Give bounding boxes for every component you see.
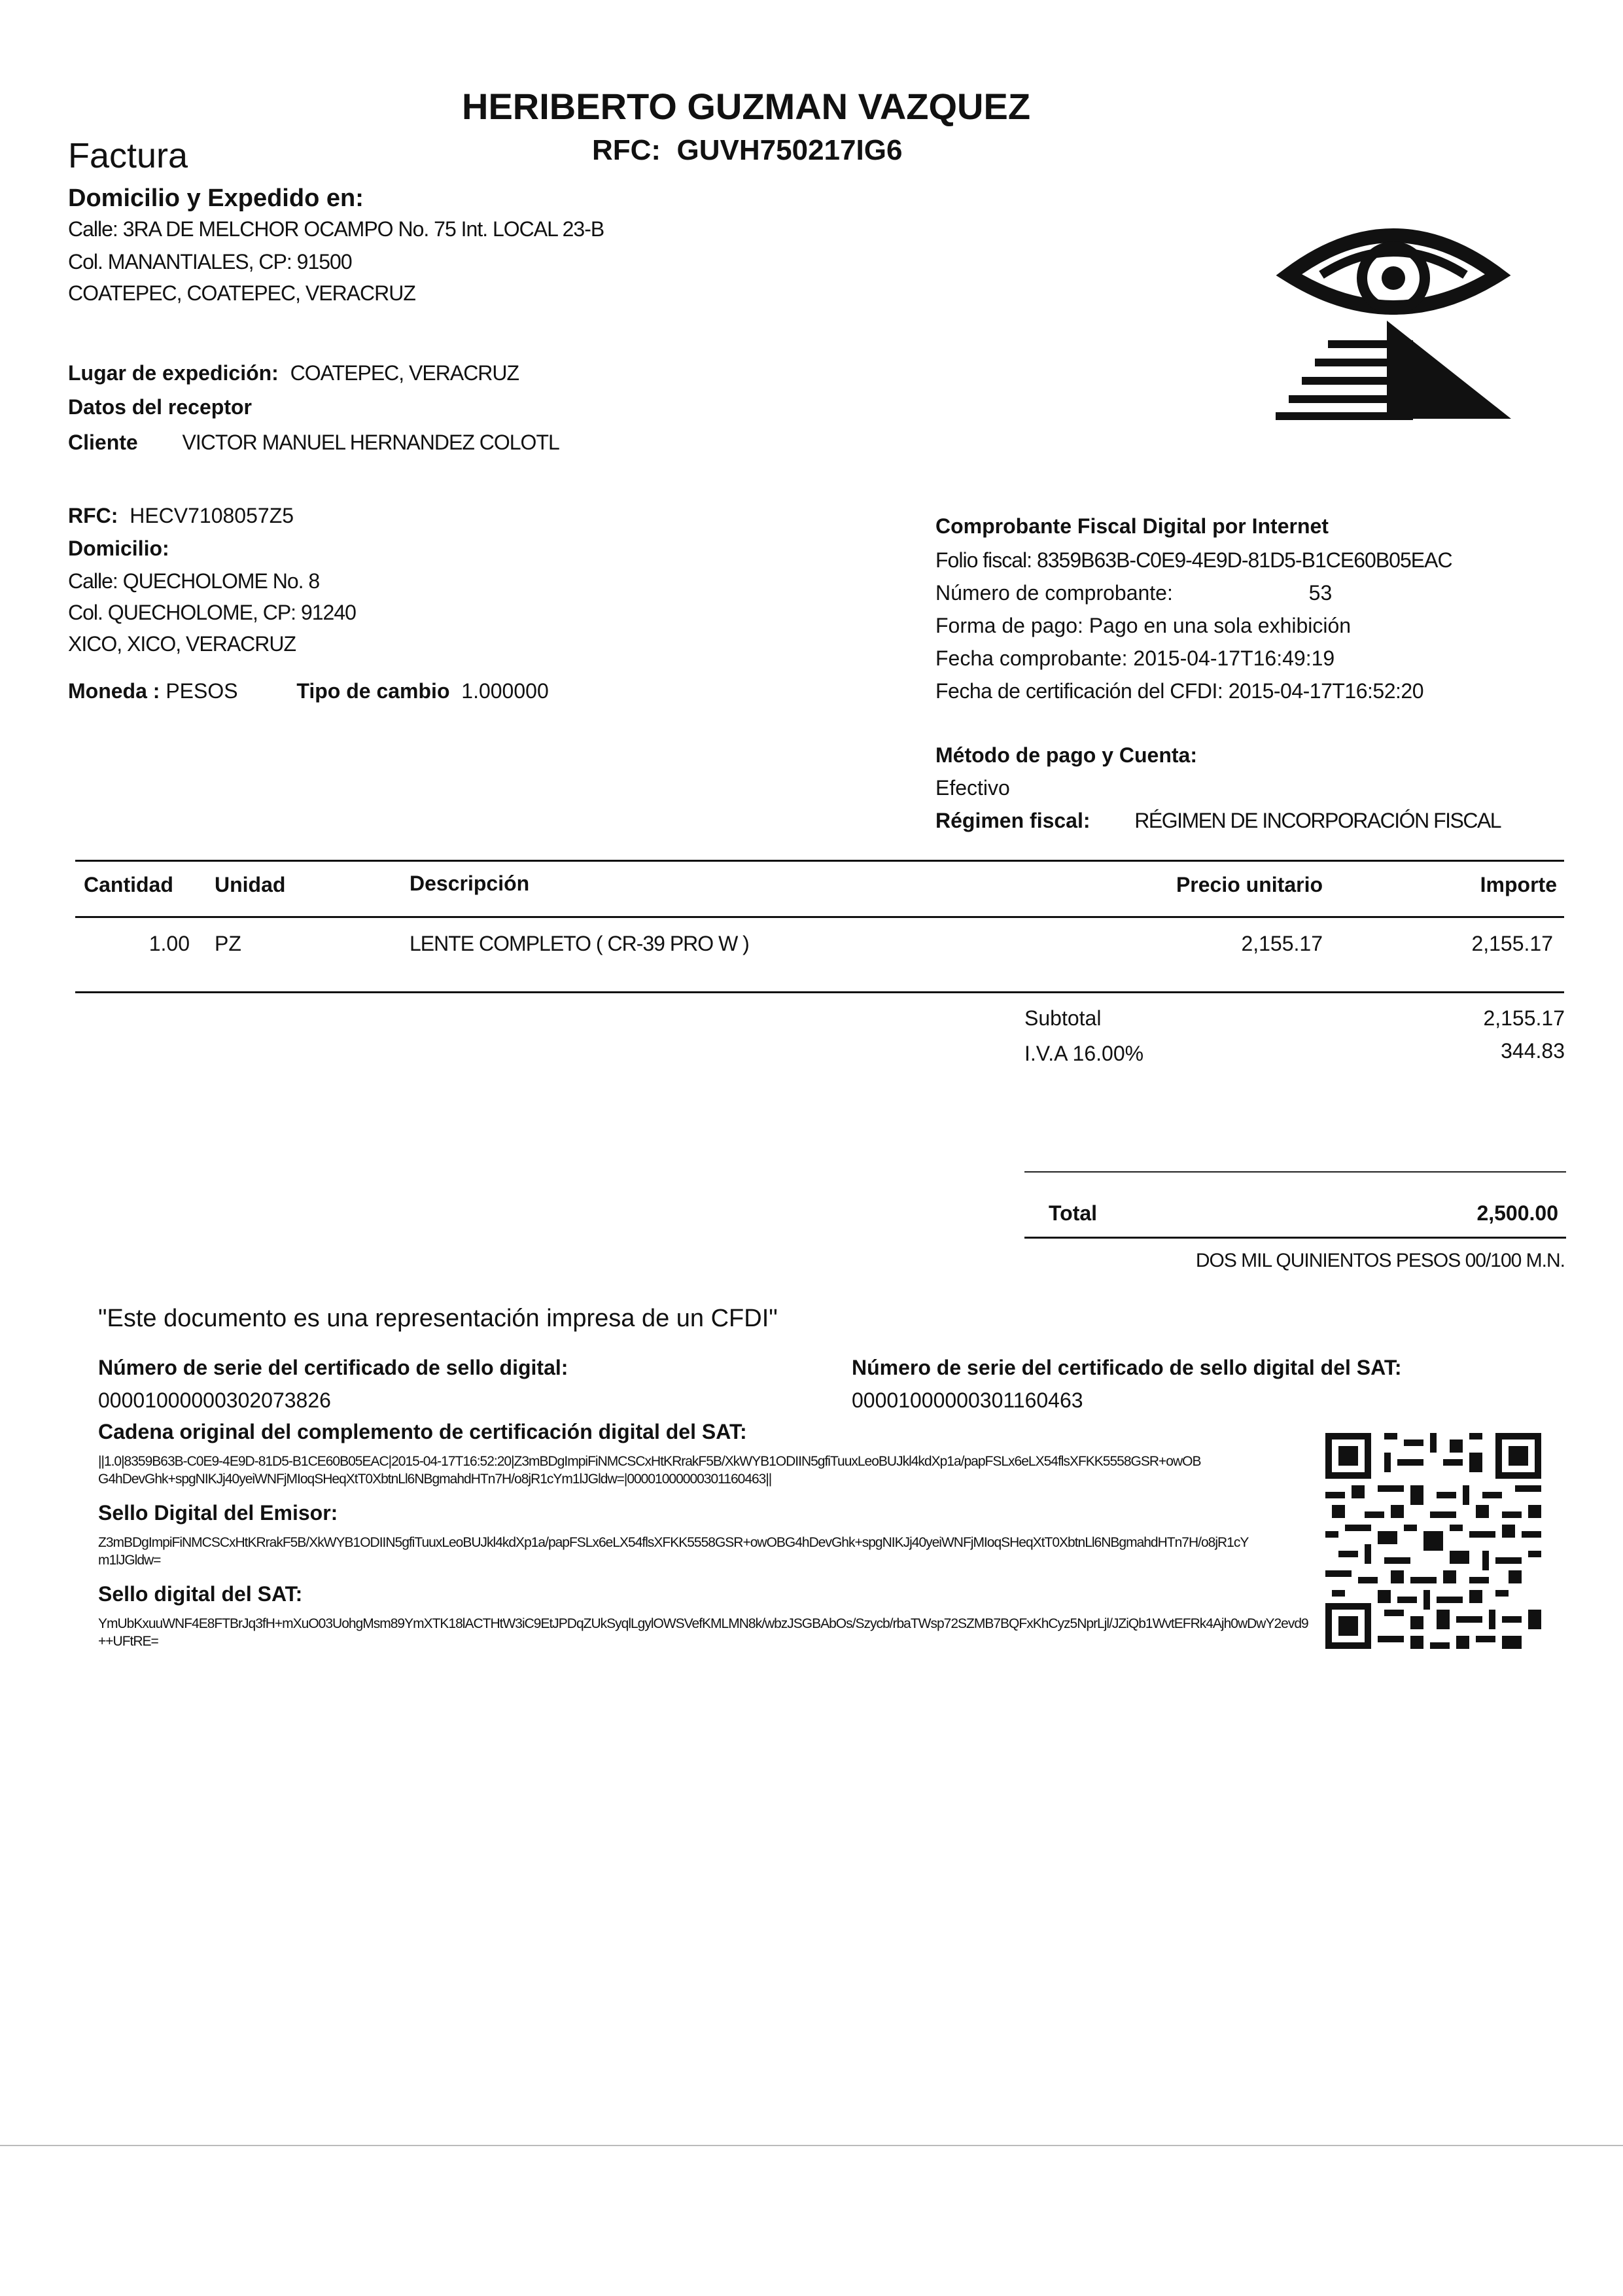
receptor-line2: Col. QUECHOLOME, CP: 91240 bbox=[68, 601, 356, 624]
total-bottom-rule bbox=[1024, 1237, 1566, 1239]
sello-emisor-value: Z3mBDgImpiFiNMCSCxHtKRrakF5B/XkWYB1ODIIN5gfiTuuxLeoBUJkl4kdXp1a/papFSLx6eLX54flsXFKK5558GSR+owOBG4hDevGhk+spgNIKJj40yeiWNFjMIoqSHeqXtT0XbtnLl6NBgmahdHTn7H/o8jR1cYm1lJGldw= bbox=[98, 1535, 1249, 1568]
cfdi-legend: "Este documento es una representación impresa de un CFDI" bbox=[98, 1305, 778, 1332]
col-unidad: Unidad bbox=[215, 873, 286, 896]
eye-pyramid-logo-icon bbox=[1276, 209, 1511, 425]
row-descripcion: LENTE COMPLETO ( CR-39 PRO W ) bbox=[410, 932, 749, 955]
sello-sat-label: Sello digital del SAT: bbox=[98, 1582, 303, 1606]
subtotal-value: 2,155.17 bbox=[1483, 1006, 1565, 1030]
receptor-rfc-row bbox=[68, 504, 294, 528]
issuer-rfc-label: RFC: bbox=[592, 134, 661, 166]
col-descripcion: Descripción bbox=[410, 872, 530, 895]
lugar-value: COATEPEC, VERACRUZ bbox=[290, 361, 519, 385]
sello-emisor-label: Sello Digital del Emisor: bbox=[98, 1501, 338, 1525]
receptor-rfc-label: RFC: bbox=[68, 504, 118, 527]
cfdi-forma: Forma de pago: Pago en una sola exhibición bbox=[935, 614, 1352, 637]
row-cantidad: 1.00 bbox=[148, 932, 190, 955]
qr-code-icon bbox=[1325, 1433, 1541, 1649]
domicilio-line2: Col. MANANTIALES, CP: 91500 bbox=[68, 250, 352, 274]
moneda-row bbox=[68, 679, 549, 703]
cert-sat-value: 00001000000301160463 bbox=[852, 1388, 1083, 1412]
domicilio-line1: Calle: 3RA DE MELCHOR OCAMPO No. 75 Int. LOCAL 23-B bbox=[68, 217, 604, 241]
issuer-rfc-value: GUVH750217IG6 bbox=[676, 134, 903, 166]
page-edge-line bbox=[0, 2145, 1623, 2146]
metodo-value: Efectivo bbox=[935, 776, 1010, 800]
doc-type: Factura bbox=[68, 136, 188, 175]
cfdi-fecha: Fecha comprobante: 2015-04-17T16:49:19 bbox=[935, 646, 1335, 670]
col-importe: Importe bbox=[1480, 873, 1557, 896]
row-precio: 2,155.17 bbox=[1241, 932, 1323, 955]
lugar-row bbox=[68, 361, 519, 385]
cfdi-numero-row bbox=[935, 581, 1332, 605]
receptor-line3: XICO, XICO, VERACRUZ bbox=[68, 632, 296, 656]
cfdi-numero-value: 53 bbox=[1308, 581, 1333, 605]
cadena-label: Cadena original del complemento de certificación digital del SAT: bbox=[98, 1420, 747, 1443]
regimen-value: RÉGIMEN DE INCORPORACIÓN FISCAL bbox=[1134, 809, 1501, 832]
domicilio-heading: Domicilio y Expedido en: bbox=[68, 185, 364, 212]
subtotal-label: Subtotal bbox=[1024, 1006, 1102, 1030]
receptor-domicilio-label: Domicilio: bbox=[68, 537, 169, 560]
issuer-name: HERIBERTO GUZMAN VAZQUEZ bbox=[462, 86, 1031, 127]
receptor-line1: Calle: QUECHOLOME No. 8 bbox=[68, 569, 320, 593]
moneda-value: PESOS bbox=[166, 679, 238, 703]
cliente-row bbox=[68, 431, 559, 455]
table-top-rule bbox=[75, 860, 1564, 862]
cadena-value: ||1.0|8359B63B-C0E9-4E9D-81D5-B1CE60B05EAC|2015-04-17T16:52:20|Z3mBDgImpiFiNMCSCxHtKRrakF5B/XkWYB1ODIIN5gfiTuuxLeoBUJkl4kdXp1a/papFSLx6eLX54flsXFKK5558GSR+owOBG4hDevGhk+spgNIKJj40yeiWNFjMIoqSHeqXtT0XbtnLl6NBgmahdHTn7H/o8jR1cYm1lJGldw=|00001000000301160463|| bbox=[98, 1454, 1201, 1487]
cliente-value: VICTOR MANUEL HERNANDEZ COLOTL bbox=[182, 431, 559, 454]
cert-emisor-value: 00001000000302073826 bbox=[98, 1388, 331, 1412]
row-unidad: PZ bbox=[215, 932, 241, 955]
cfdi-heading: Comprobante Fiscal Digital por Internet bbox=[935, 514, 1329, 538]
moneda-label: Moneda : bbox=[68, 679, 160, 703]
sello-sat-value: YmUbKxuuWNF4E8FTBrJq3fH+mXuO03UohgMsm89YmXTK18lACTHtW3iC9EtJPDqZUkSyqlLgylOWSVefKMLMN8k/wbzJSGBAbOs/Szycb/rbaTWsp72SZMB7BQFxKhCyz5NprLjl/JZiQb1WvtEFRk4Ajh0wDwY2evd9++UFtRE= bbox=[98, 1616, 1308, 1649]
table-header-rule bbox=[75, 916, 1564, 918]
cfdi-folio: Folio fiscal: 8359B63B-C0E9-4E9D-81D5-B1CE60B05EAC bbox=[935, 548, 1452, 572]
lugar-label: Lugar de expedición: bbox=[68, 361, 279, 385]
metodo-heading: Método de pago y Cuenta: bbox=[935, 743, 1197, 767]
table-bottom-rule bbox=[75, 991, 1564, 993]
total-top-rule bbox=[1024, 1171, 1566, 1173]
receptor-heading: Datos del receptor bbox=[68, 395, 252, 419]
cert-emisor-label: Número de serie del certificado de sello digital: bbox=[98, 1356, 568, 1379]
cert-sat-label: Número de serie del certificado de sello digital del SAT: bbox=[852, 1356, 1402, 1379]
cfdi-numero-label: Número de comprobante: bbox=[935, 581, 1173, 605]
tipo-cambio-value: 1.000000 bbox=[461, 679, 549, 703]
iva-label: I.V.A 16.00% bbox=[1024, 1042, 1144, 1065]
cfdi-fecha-cert: Fecha de certificación del CFDI: 2015-04-17T16:52:20 bbox=[935, 679, 1423, 703]
total-letra: DOS MIL QUINIENTOS PESOS 00/100 M.N. bbox=[1195, 1250, 1565, 1271]
cliente-label: Cliente bbox=[68, 431, 138, 454]
tipo-cambio-label: Tipo de cambio bbox=[296, 679, 450, 703]
regimen-label: Régimen fiscal: bbox=[935, 809, 1091, 832]
domicilio-line3: COATEPEC, COATEPEC, VERACRUZ bbox=[68, 281, 415, 305]
total-value: 2,500.00 bbox=[1476, 1201, 1558, 1225]
iva-value: 344.83 bbox=[1501, 1039, 1565, 1063]
row-importe: 2,155.17 bbox=[1471, 932, 1553, 955]
receptor-rfc-value: HECV7108057Z5 bbox=[130, 504, 294, 527]
col-precio: Precio unitario bbox=[1176, 873, 1323, 896]
regimen-row bbox=[935, 809, 1501, 833]
total-label: Total bbox=[1049, 1201, 1098, 1225]
issuer-rfc bbox=[592, 134, 902, 167]
col-cantidad: Cantidad bbox=[84, 873, 173, 896]
